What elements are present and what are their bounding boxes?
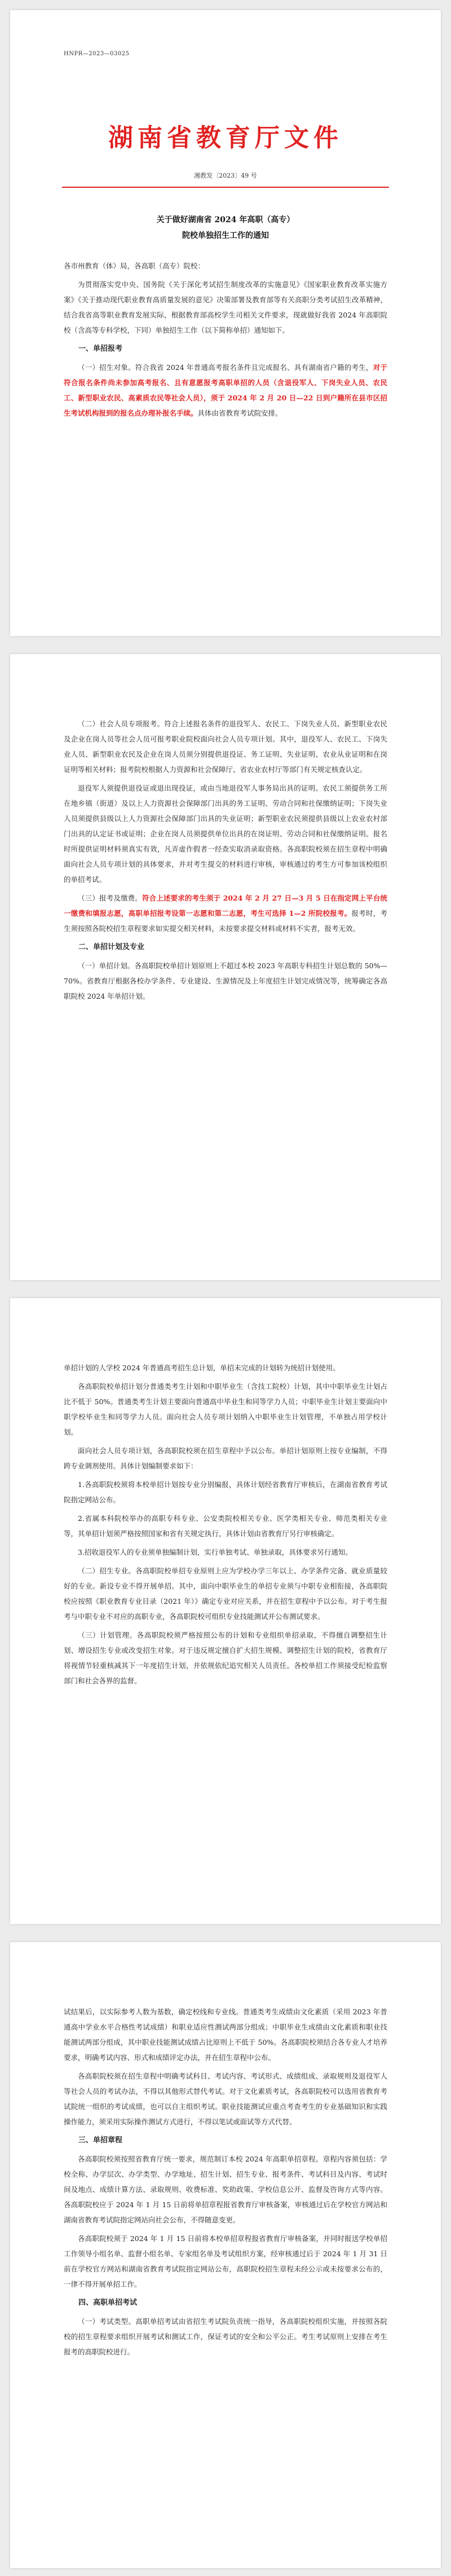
document-page-2 (10, 654, 441, 1280)
document-page-4 (10, 1942, 441, 2568)
body-paragraph: 面向社会人员专项计划，各高职院校须在招生章程中予以公布。单招计划原则上按专业编制，不得跨专业调剂使用。具体计划编制要求如下： (64, 1446, 387, 1470)
plan-paragraph: （一）单招计划。各高职院校单招计划原则上不超过本校 2023 年高职专科招生计划总数的 50%—70%。省教育厅根据各校办学条件、专业建设、生源情况及上年度招生计划完成情况等，统筹确定各高职院校 2024 年单招计划。 (64, 961, 387, 1000)
body-paragraph: 各高职院校须在招生章程中明确考试科目、考试内容、考试形式、成绩组成、录取规则及退役军人等社会人员的考试办法，不得以其他形式替代考试。对于文化素质考试，各高职院校可以选用省教育考试院统一组织的考试成绩，也可以自主组织考试。职业技能测试应重点考查考生的专业基础知识和实践操作能力，须采用实际操作测试方式进行，不得以笔试或面试等方式代替。 (64, 2072, 387, 2126)
addressee: 各市州教育（体）局，各高职（高专）院校： (64, 262, 205, 270)
page-2-body (64, 716, 387, 1007)
body-paragraph: 各高职院校须于 2024 年 1 月 15 日前将本校单招章程报省教育厅审核备案，并同时报送学校单招工作领导小组名单、监督小组名单、专家组名单及考试组织方案，经审核通过后于 2024 年 1 月 31 日前在学校官方网站和湖南省教育考试院指定网站公布，高职院校招生章程未经公示或未按要求公布的，一律不得开展单招工作。 (64, 2234, 387, 2288)
proof-materials-paragraph: 退役军人须提供退役证或退出现役证，或由当地退役军人事务局出具的证明。农民工须提供务工所在地乡镇（街道）及以上人力资源社会保障部门出具的务工证明、劳动合同和社保缴纳证明；下岗失业人员须提供县级以上人力资源社会保障部门出具的失业证明；新型职业农民须提供县级以上农业农村部门出具的认定证书或证明；企业在岗人员须提供单位出具的在岗证明、劳动合同和社保缴纳证明。报名时所提供证明材料须真实有效，凡弄虚作假者一经查实取消录取资格。各高职院校须在招生章程中明确面向社会人员专项计划的具体要求，并对考生提交的材料进行审核，审核通过的考生方可参加该校组织的单招考试。 (64, 784, 387, 884)
registration-paragraph (64, 890, 387, 936)
plan-management-paragraph: （三）计划管理。各高职院校须严格按照公布的计划和专业组织单招录取，不得擅自调整招生计划、增设招生专业或改变招生对象。对于违反规定擅自扩大招生规模、调整招生计划的院校，省教育厅将视情节轻重核减其下一年度招生计划，并依规依纪追究相关人员责任。各校单招工作须接受纪检监察部门和社会各界的监督。 (64, 1631, 387, 1685)
page-4-body (64, 2004, 387, 2363)
section-heading-3: 三、单招章程 (78, 2136, 123, 2145)
list-item: 2.省属本科院校举办的高职专科专业、公安类院校相关专业、医学类相关专业、师范类相关专业等，其单招计划须严格按照国家和省有关规定执行，具体计划由省教育厅另行审核确定。 (64, 1514, 387, 1538)
document-code: HNPR—2023—03025 (64, 51, 130, 57)
intro-paragraph: 为贯彻落实党中央、国务院《关于深化考试招生制度改革的实施意见》《国家职业教育改革实施方案》《关于推动现代职业教育高质量发展的意见》决策部署及教育部等有关高职分类考试招生改革精神，结合我省高等职业教育发展实际，根据教育部高校学生司相关文件要求，现就做好我省 2024 年高职院校（含高等专科学校，下同）单独招生工作（以下简称单招）通知如下。 (64, 280, 387, 334)
red-divider (62, 187, 389, 188)
paragraph-text: （三）报考及缴费。 (78, 894, 142, 902)
body-paragraph: 各高职院校须按照省教育厅统一要求，规范制订本校 2024 年高职单招章程。章程内容须包括：学校全称、办学层次、办学类型、办学地址、招生计划、招生专业、报考条件、考试科目及内容、考试时间及地点、成绩计算方法、录取规则、收费标准、奖助政策、学校信息公开、监督及咨询方式等内容。各高职院校应于 2024 年 1 月 15 日前将单招章程报省教育厅审核备案，审核通过后在学校官方网站和湖南省教育考试院指定网站向社会公布，不得随意变更。 (64, 2155, 387, 2224)
body-paragraph: （一）考试类型。高职单招考试由省招生考试院负责统一指导，各高职院校组织实施，并按照各院校的招生章程要求组织开展考试和测试工作，保证考试的安全和公平公正。考生考试原则上安排在考生报考的高职院校进行。 (64, 2317, 387, 2356)
body-paragraph: 单招计划的人学校 2024 年普通高考招生总计划，单招未完成的计划转为统招计划使用。 (64, 1364, 340, 1372)
social-applicants-paragraph: （二）社会人员专项报考。符合上述报名条件的退役军人、农民工、下岗失业人员、新型职业农民及企业在岗人员等社会人员可报考职业院校面向社会人员专项计划。其中，退役军人、农民工、下岗失业人员、新型职业农民及企业在岗人员须分别提供退役证、务工证明、失业证明、农业从业证明和在岗证明等相关材料；报考院校根据人力资源和社会保障厅、省农业农村厅等部门有关规定核查认定。 (64, 720, 387, 774)
document-number: 湘教发〔2023〕49 号 (194, 172, 257, 179)
document-page-3 (10, 1298, 441, 1924)
document-page-1 (10, 10, 441, 636)
paragraph-text: 报考时，考生须按照各院校招生章程要求如实提交相关材料，未按要求提交材料或材料不实者，报考无效。 (64, 909, 387, 933)
list-item: 3.招收退役军人的专业须单独编制计划，实行单独考试、单独录取，具体要求另行通知。 (78, 1548, 352, 1556)
highlighted-text: 对于符合报名条件尚未参加高考报名、且有意愿报考高职单招的人员（含退役军人、下岗失业人员、农民工、新型职业农民、高素质农民等社会人员），须于 2024 年 2 月 20 日—22 日到户籍所在县市区招生考试机构报到的报名点办理补报名手续。 (64, 363, 387, 417)
page-1-body (64, 258, 387, 424)
body-paragraph: 各高职院校单招计划分普通类考生计划和中职毕业生（含技工院校）计划，其中中职毕业生计划占比不低于 50%。普通类考生计划主要面向普通高中毕业生和同等学力人员；中职毕业生计划主要面向中职学校毕业生和同等学力人员。面向社会人员专项计划纳入中职毕业生计划管理，不单独占用学校计划。 (64, 1382, 387, 1436)
enrollment-target-paragraph (64, 360, 387, 421)
highlighted-text: 符合上述要求的考生须于 2024 年 2 月 27 日—3 月 5 日在指定网上平台统一缴费和填报志愿，高职单招报考设第一志愿和第二志愿，考生可选择 1—2 所院校报考。 (64, 894, 387, 918)
notice-title (10, 212, 441, 244)
document-header-title: 湖南省教育厅文件 (108, 123, 343, 152)
section-heading-1: 一、单招报考 (78, 345, 123, 353)
major-paragraph: （二）招生专业。各高职院校单招专业原则上应为学校办学三年以上、办学条件完备、就业质量较好的专业。新设专业不得开展单招。其中，面向中职毕业生的单招专业须与中职专业相衔接，各高职院校应按照《职业教育专业目录（2021 年）》确定专业对应关系，并在招生章程中予以公布。对于考生报考与中职专业不对应的高职专业，各高职院校可组织专业技能测试并公布测试要求。 (64, 1567, 387, 1621)
paragraph-text: 具体由省教育考试院安排。 (197, 409, 282, 417)
paragraph-text: （一）招生对象。符合我省 2024 年普通高考报名条件且完成报名、具有湖南省户籍的考生， (78, 363, 373, 372)
section-heading-2: 二、单招计划及专业 (78, 943, 145, 951)
section-heading-4: 四、高职单招考试 (78, 2299, 138, 2307)
notice-title-line-1: 关于做好湖南省 2024 年高职（高专） (156, 215, 295, 224)
list-item: 1.各高职院校须将本校单招计划按专业分别编报，具体计划经省教育厅审核后，在湖南省教育考试院指定网站公布。 (64, 1480, 387, 1504)
page-3-body (64, 1360, 387, 1692)
body-paragraph: 试结果后，以实际参考人数为基数，确定校线和专业线。普通类考生成绩由文化素质（采用 2023 年普通高中学业水平合格性考试成绩）和职业适应性测试两部分组成；中职毕业生成绩由文化素质和职业技能测试两部分组成，其中职业技能测试成绩占比原则上不低于 50%。各高职院校须结合各专业人才培养要求，明确考试内容、形式和成绩评定办法，并在招生章程中公布。 (64, 2008, 387, 2062)
notice-title-line-2: 院校单独招生工作的通知 (182, 231, 269, 240)
